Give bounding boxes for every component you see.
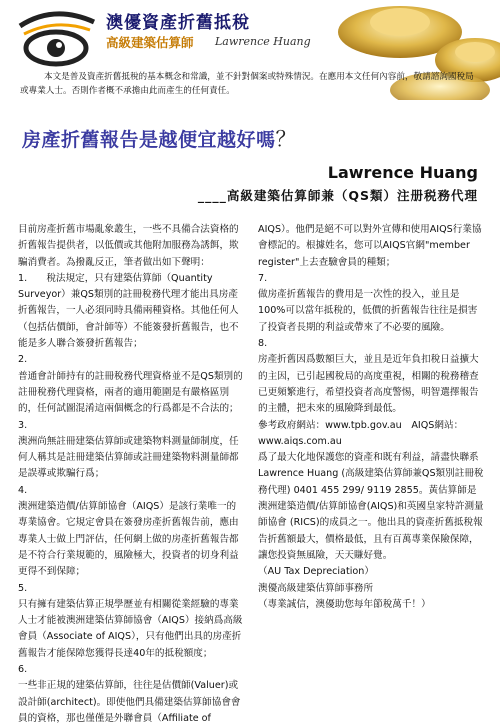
headline-mark: ？ — [275, 127, 298, 151]
reference-websites: 參考政府網站：www.tpb.gov.au AIQS網站： www.aiqs.com.au — [258, 419, 468, 447]
paragraph: AIQS）。他們是絕不可以對外宣傳和使用AIQS行業協會標記的。根據姓名，您可以AIQS官網"member register"上去查驗會員的種類； — [258, 224, 482, 268]
paragraph: 1. 稅法規定，只有建築估算師（Quantity Surveyor）兼QS類別的註冊稅務代理才能出具房產折舊報告，一人必須同時具備兩種資格。其他任何人（包括估價師，會計師等）不能簽發折舊報告，也不能是多人聯合簽發折舊報告； — [18, 272, 239, 350]
slogan: （專業誠信，澳優助您每年節稅萬千！） — [258, 598, 431, 610]
paragraph: 6. — [18, 664, 28, 676]
headline-text: 房產折舊報告是越便宜越好嗎 — [22, 129, 276, 151]
paragraph: 目前房產折舊市場亂象叢生，一些不具備合法資格的折舊報告提供者，以低價或其他附加服務為誘餌，欺騙消費者。為撥亂反正，筆者做出如下聲明： — [18, 224, 239, 268]
paragraph: 5. — [18, 582, 28, 594]
contact-paragraph: 爲了最大化地保護您的資產和既有利益，請盡快聯系Lawrence Huang (高級建築估算師兼QS類別註冊稅務代理) 0401 455 299/ 9119 2855。黃估算師是澳洲建築造價/估算師協會(AIQS)和英國皇家特許測量師協會 (RICS)的成員之一。他出具的資產折舊抵稅報告折舊額最大，價格最低，且有百萬專業保險保障，讓您投資無風險，天天賺好覺。 — [258, 452, 484, 561]
paragraph: 4. — [18, 484, 28, 496]
brand-english: （AU Tax Depreciation） — [258, 566, 374, 578]
paragraph: 7. — [258, 272, 268, 284]
paragraph: 只有擁有建築估算正規學歷並有相關從業經驗的專業人士才能被澳洲建築估算師協會（AIQS）接納爲高級會員（Associate of AIQS），只有他們出具的房產折舊報告才能保障您獲得長達40年的抵稅額度； — [18, 598, 243, 659]
paragraph: 3. — [18, 419, 28, 431]
paragraph: 澳洲建築造價/估算師協會（AIQS）是該行業唯一的專業協會。它規定會員在簽發房產折舊報告前，應由專業人士做上門評估，任何網上做的房產折舊報告都是不符合行業規範的，風險極大，投資者的切身利益更得不到保障； — [18, 501, 239, 578]
company-title: 澳優資產折舊抵稅 — [106, 13, 250, 33]
paragraph: 做房產折舊報告的費用是一次性的投入，並且是100%可以當年抵稅的，低價的折舊報告往往是損害了投資者長期的利益或帶來了不必要的風險。 — [258, 289, 478, 333]
firm-name: 澳優高級建築估算師事務所 — [258, 582, 374, 594]
body-column-right — [258, 222, 484, 613]
signature: Lawrence Huang — [215, 35, 311, 48]
paragraph: 2. — [18, 354, 28, 366]
author-name: Lawrence Huang — [327, 163, 478, 182]
disclaimer-text: 本文是普及資產折舊抵稅的基本概念和常識，並不針對個案或特殊情況。在應用本文任何內容前，敬請諮詢國稅局或專業人士。否則作者概不承擔由此而產生的任何責任。 — [20, 72, 474, 96]
article-headline — [22, 123, 297, 153]
body-column-left — [18, 222, 244, 727]
paragraph: 普通會計師持有的註冊稅務代理資格並不是QS類別的註冊稅務代理資格，兩者的適用範圍是有嚴格區別的，任何試圖混淆這兩個概念的行爲都是不合法的； — [18, 370, 243, 415]
paragraph: 一些非正規的建築估算師，往往是估價師(Valuer)或設計師(architect)。即使他們具備建築估算師協會會員的資格，那也僅僅是外聯會員（Affiliate of — [18, 680, 241, 724]
eye-logo-icon — [14, 8, 98, 70]
company-subtitle: 高級建築估算師 — [106, 35, 194, 50]
paragraph: 8. — [258, 338, 268, 350]
author-title: ____高級建築估算師兼（QS類）注册税務代理 — [197, 188, 478, 203]
paragraph: 房產折舊因爲數額巨大，並且是近年負扣稅日益擴大的主因，已引起國稅局的高度重視，相關的稅務稽查已更頻繁進行，希望投資者高度警惕，明智選擇報告的主體，把未來的風險降到最低。 — [258, 354, 479, 415]
paragraph: 澳洲尚無註冊建築估算師或建築物料測量師制度，任何人稱其是註冊建築估算師或註冊建築物料測量師都是誤導或欺騙行爲； — [18, 435, 239, 480]
